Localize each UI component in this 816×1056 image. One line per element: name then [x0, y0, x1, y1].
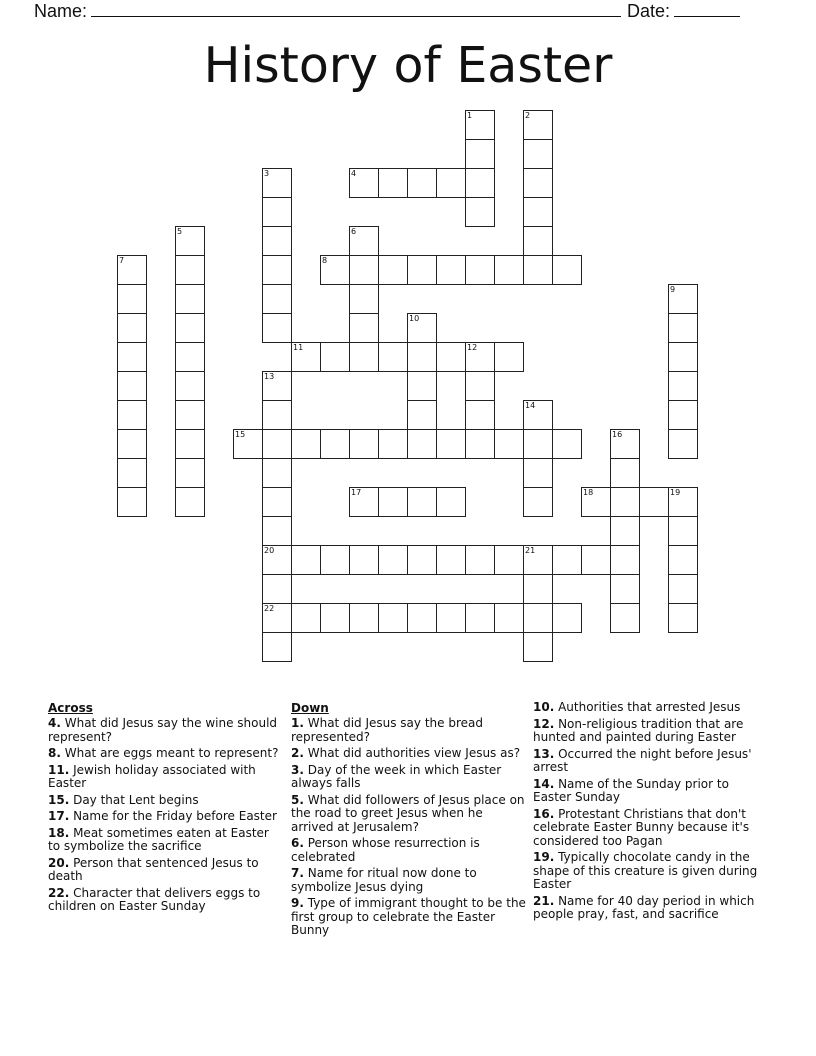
crossword-cell[interactable] — [349, 168, 379, 198]
crossword-cell[interactable] — [175, 429, 205, 459]
cell-number: 19 — [670, 488, 681, 497]
clue-number: 14. — [533, 776, 555, 791]
crossword-cell[interactable] — [668, 400, 698, 430]
date-field[interactable] — [627, 0, 740, 22]
clue-item — [291, 717, 527, 744]
crossword-cell[interactable] — [117, 429, 147, 459]
crossword-cell[interactable] — [407, 400, 437, 430]
clue-number: 18. — [48, 825, 70, 840]
crossword-cell[interactable] — [407, 313, 437, 343]
across-heading: Across — [48, 701, 93, 715]
crossword-cell[interactable] — [523, 168, 553, 198]
crossword-cell[interactable] — [320, 545, 350, 575]
cell-number: 22 — [264, 604, 275, 613]
crossword-cell[interactable] — [378, 342, 408, 372]
crossword-cell[interactable] — [523, 603, 553, 633]
crossword-cell[interactable] — [436, 545, 466, 575]
clue-text: Day that Lent begins — [69, 792, 199, 807]
clue-number: 8. — [48, 746, 61, 760]
crossword-cell[interactable] — [320, 255, 350, 285]
crossword-cell[interactable] — [117, 458, 147, 488]
cell-number: 18 — [583, 488, 594, 497]
clue-item — [291, 764, 527, 791]
crossword-cell[interactable] — [494, 429, 524, 459]
crossword-cell[interactable] — [262, 284, 292, 314]
crossword-cell[interactable] — [349, 545, 379, 575]
crossword-cell[interactable] — [610, 574, 640, 604]
clue-text: What did Jesus say the bread represented? — [291, 716, 483, 744]
name-label: Name: — [34, 1, 88, 21]
clue-text: Authorities that arrested Jesus — [554, 700, 741, 714]
crossword-cell[interactable] — [581, 487, 611, 517]
cell-number: 7 — [119, 256, 125, 265]
clue-text: What are eggs meant to represent? — [60, 746, 279, 760]
cell-number: 14 — [525, 401, 536, 410]
clue-item — [533, 701, 769, 715]
clue-item — [48, 887, 284, 914]
crossword-cell[interactable] — [523, 429, 553, 459]
crossword-cell[interactable] — [465, 168, 495, 198]
crossword-cell[interactable] — [494, 603, 524, 633]
clue-item — [48, 810, 284, 824]
crossword-cell[interactable] — [523, 197, 553, 227]
clue-text: Typically chocolate candy in the shape of this creature is given during Easter — [533, 850, 758, 891]
crossword-cell[interactable] — [407, 603, 437, 633]
crossword-cell[interactable] — [523, 458, 553, 488]
clue-number: 15. — [48, 792, 70, 807]
date-label: Date: — [627, 1, 671, 21]
cell-number: 8 — [322, 256, 328, 265]
crossword-cell[interactable] — [378, 487, 408, 517]
crossword-cell[interactable] — [494, 255, 524, 285]
clue-text: Meat sometimes eaten at Easter to symbolize the sacrifice — [48, 825, 269, 853]
crossword-cell[interactable] — [668, 545, 698, 575]
clue-number: 13. — [533, 746, 555, 761]
crossword-cell[interactable] — [175, 284, 205, 314]
crossword-cell[interactable] — [581, 545, 611, 575]
crossword-cell[interactable] — [465, 255, 495, 285]
crossword-cell[interactable] — [523, 226, 553, 256]
clue-number: 4. — [48, 716, 61, 730]
crossword-cell[interactable] — [436, 603, 466, 633]
clue-number: 7. — [291, 866, 304, 880]
crossword-cell[interactable] — [407, 168, 437, 198]
clue-number: 20. — [48, 855, 70, 870]
crossword-cell[interactable] — [610, 487, 640, 517]
clue-number: 2. — [291, 746, 304, 760]
clue-text: Person whose resurrection is celebrated — [291, 836, 480, 864]
crossword-cell[interactable] — [262, 400, 292, 430]
crossword-cell[interactable] — [378, 545, 408, 575]
crossword-cell[interactable] — [407, 255, 437, 285]
cell-number: 5 — [177, 227, 183, 236]
crossword-cell[interactable] — [523, 487, 553, 517]
clue-number: 22. — [48, 885, 70, 900]
crossword-cell[interactable] — [436, 429, 466, 459]
crossword-cell[interactable] — [610, 603, 640, 633]
clue-item — [533, 895, 769, 922]
crossword-cell[interactable] — [668, 429, 698, 459]
crossword-cell[interactable] — [668, 487, 698, 517]
clue-number: 9. — [291, 896, 304, 910]
crossword-cell[interactable] — [668, 574, 698, 604]
date-line[interactable] — [674, 0, 740, 17]
clue-number: 21. — [533, 893, 555, 908]
crossword-cell[interactable] — [320, 342, 350, 372]
crossword-cell[interactable] — [262, 603, 292, 633]
clue-number: 16. — [533, 806, 555, 821]
clue-text: Name for 40 day period in which people pray, fast, and sacrifice — [533, 893, 755, 921]
crossword-cell[interactable] — [117, 487, 147, 517]
crossword-cell[interactable] — [436, 255, 466, 285]
crossword-cell[interactable] — [262, 516, 292, 546]
crossword-cell[interactable] — [349, 226, 379, 256]
cell-number: 10 — [409, 314, 420, 323]
crossword-cell[interactable] — [262, 487, 292, 517]
clue-number: 5. — [291, 792, 304, 807]
crossword-cell[interactable] — [320, 429, 350, 459]
crossword-cell[interactable] — [378, 168, 408, 198]
crossword-cell[interactable] — [291, 545, 321, 575]
crossword-cell[interactable] — [378, 603, 408, 633]
crossword-cell[interactable] — [117, 313, 147, 343]
crossword-cell[interactable] — [668, 342, 698, 372]
crossword-cell[interactable] — [523, 110, 553, 140]
crossword-cell[interactable] — [262, 255, 292, 285]
name-line[interactable] — [91, 0, 621, 17]
clue-number: 1. — [291, 716, 304, 730]
crossword-cell[interactable] — [668, 603, 698, 633]
cell-number: 20 — [264, 546, 275, 555]
clue-text: Name for ritual now done to symbolize Jesus dying — [291, 866, 477, 894]
down-heading: Down — [291, 701, 329, 715]
clue-number: 17. — [48, 809, 70, 823]
clue-number: 11. — [48, 762, 70, 777]
clue-text: What did Jesus say the wine should represent? — [48, 716, 278, 744]
crossword-cell[interactable] — [523, 400, 553, 430]
crossword-cell[interactable] — [465, 139, 495, 169]
clue-text: What did followers of Jesus place on the road to greet Jesus when he arrived at Jerusalem? — [291, 792, 525, 834]
clue-text: Name of the Sunday prior to Easter Sunday — [533, 776, 729, 804]
name-field[interactable] — [34, 0, 621, 22]
crossword-cell[interactable] — [291, 429, 321, 459]
crossword-cell[interactable] — [262, 197, 292, 227]
crossword-cell[interactable] — [349, 342, 379, 372]
clue-item — [291, 747, 527, 761]
clue-number: 12. — [533, 716, 555, 731]
crossword-cell[interactable] — [465, 400, 495, 430]
crossword-cell[interactable] — [494, 342, 524, 372]
down-clues — [291, 701, 527, 941]
cell-number: 13 — [264, 372, 275, 381]
crossword-cell[interactable] — [465, 371, 495, 401]
crossword-cell[interactable] — [610, 458, 640, 488]
clue-text: What did authorities view Jesus as? — [303, 746, 521, 760]
crossword-cell[interactable] — [407, 545, 437, 575]
crossword-cell[interactable] — [407, 429, 437, 459]
crossword-cell[interactable] — [320, 603, 350, 633]
clue-item — [48, 747, 284, 761]
cell-number: 16 — [612, 430, 623, 439]
crossword-cell[interactable] — [552, 545, 582, 575]
clue-item — [291, 794, 527, 835]
cell-number: 6 — [351, 227, 357, 236]
crossword-cell[interactable] — [262, 429, 292, 459]
crossword-cell[interactable] — [175, 458, 205, 488]
clue-item — [533, 718, 769, 745]
crossword-cell[interactable] — [349, 487, 379, 517]
crossword-cell[interactable] — [523, 632, 553, 662]
crossword-cell[interactable] — [291, 342, 321, 372]
clue-item — [48, 827, 284, 854]
cell-number: 2 — [525, 111, 531, 120]
crossword-cell[interactable] — [407, 342, 437, 372]
cell-number: 15 — [235, 430, 246, 439]
cell-number: 4 — [351, 169, 357, 178]
crossword-cell[interactable] — [465, 429, 495, 459]
clue-text: Type of immigrant thought to be the first group to celebrate the Easter Bunny — [291, 896, 526, 937]
crossword-cell[interactable] — [494, 545, 524, 575]
crossword-cell[interactable] — [349, 284, 379, 314]
clue-number: 6. — [291, 836, 304, 850]
crossword-cell[interactable] — [523, 139, 553, 169]
cell-number: 21 — [525, 546, 536, 555]
crossword-cell[interactable] — [349, 429, 379, 459]
crossword-cell[interactable] — [262, 313, 292, 343]
crossword-cell[interactable] — [465, 197, 495, 227]
crossword-cell[interactable] — [610, 429, 640, 459]
clue-item — [533, 748, 769, 775]
crossword-cell[interactable] — [407, 371, 437, 401]
crossword-cell[interactable] — [465, 342, 495, 372]
crossword-cell[interactable] — [465, 545, 495, 575]
crossword-cell[interactable] — [175, 487, 205, 517]
crossword-cell[interactable] — [262, 632, 292, 662]
crossword-cell[interactable] — [175, 400, 205, 430]
crossword-cell[interactable] — [117, 371, 147, 401]
crossword-cell[interactable] — [262, 168, 292, 198]
crossword-cell[interactable] — [262, 226, 292, 256]
crossword-cell[interactable] — [668, 371, 698, 401]
clue-text: Jewish holiday associated with Easter — [48, 762, 256, 790]
crossword-cell[interactable] — [610, 545, 640, 575]
clue-item — [291, 897, 527, 938]
crossword-cell[interactable] — [668, 313, 698, 343]
across-clues — [48, 701, 284, 917]
crossword-cell[interactable] — [639, 487, 669, 517]
cell-number: 3 — [264, 169, 270, 178]
crossword-cell[interactable] — [175, 342, 205, 372]
clue-item — [48, 717, 284, 744]
crossword-cell[interactable] — [175, 226, 205, 256]
crossword-cell[interactable] — [523, 545, 553, 575]
crossword-cell[interactable] — [407, 487, 437, 517]
crossword-cell[interactable] — [291, 603, 321, 633]
clue-item — [533, 851, 769, 892]
crossword-cell[interactable] — [523, 255, 553, 285]
clue-number: 19. — [533, 850, 555, 864]
clue-item — [533, 808, 769, 849]
crossword-cell[interactable] — [610, 516, 640, 546]
clue-text: Character that delivers eggs to children on Easter Sunday — [48, 885, 261, 913]
clue-item — [48, 857, 284, 884]
clue-text: Name for the Friday before Easter — [69, 809, 277, 823]
clue-item — [48, 764, 284, 791]
crossword-cell[interactable] — [233, 429, 263, 459]
crossword-cell[interactable] — [552, 429, 582, 459]
clue-item — [533, 778, 769, 805]
crossword-cell[interactable] — [262, 371, 292, 401]
crossword-cell[interactable] — [349, 313, 379, 343]
crossword-cell[interactable] — [436, 342, 466, 372]
cell-number: 12 — [467, 343, 478, 352]
page-title: History of Easter — [203, 37, 613, 94]
crossword-cell[interactable] — [117, 342, 147, 372]
crossword-cell[interactable] — [668, 284, 698, 314]
crossword-cell[interactable] — [552, 255, 582, 285]
cell-number: 11 — [293, 343, 304, 352]
clue-text: Person that sentenced Jesus to death — [48, 855, 259, 883]
crossword-cell[interactable] — [175, 371, 205, 401]
crossword-cell[interactable] — [523, 574, 553, 604]
clue-item — [291, 867, 527, 894]
crossword-cell[interactable] — [465, 603, 495, 633]
crossword-cell[interactable] — [378, 255, 408, 285]
clue-text: Occurred the night before Jesus' arrest — [533, 746, 752, 774]
crossword-cell[interactable] — [175, 255, 205, 285]
crossword-cell[interactable] — [465, 110, 495, 140]
crossword-cell[interactable] — [349, 603, 379, 633]
crossword-cell[interactable] — [117, 255, 147, 285]
clue-number: 3. — [291, 762, 304, 777]
crossword-cell[interactable] — [378, 429, 408, 459]
clue-item — [48, 794, 284, 808]
clue-number: 10. — [533, 700, 555, 714]
cell-number: 9 — [670, 285, 676, 294]
cell-number: 1 — [467, 111, 473, 120]
crossword-cell[interactable] — [436, 487, 466, 517]
clue-text: Protestant Christians that don't celebrate Easter Bunny because it's considered too Pagan — [533, 806, 750, 848]
clue-text: Day of the week in which Easter always falls — [291, 762, 502, 790]
crossword-cell[interactable] — [552, 603, 582, 633]
clue-text: Non-religious tradition that are hunted and painted during Easter — [533, 716, 744, 744]
crossword-cell[interactable] — [175, 313, 205, 343]
crossword-cell[interactable] — [436, 168, 466, 198]
clue-item — [291, 837, 527, 864]
crossword-cell[interactable] — [668, 516, 698, 546]
crossword-cell[interactable] — [117, 400, 147, 430]
crossword-cell[interactable] — [262, 458, 292, 488]
crossword-cell[interactable] — [262, 574, 292, 604]
crossword-cell[interactable] — [349, 255, 379, 285]
crossword-cell[interactable] — [117, 284, 147, 314]
down-clues-continued — [533, 701, 769, 925]
crossword-cell[interactable] — [262, 545, 292, 575]
cell-number: 17 — [351, 488, 362, 497]
